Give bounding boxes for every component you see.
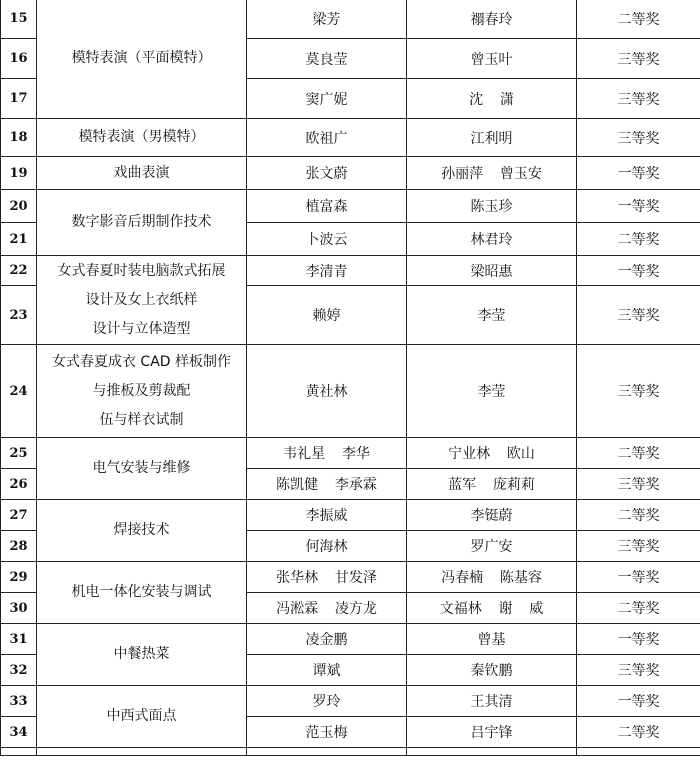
row-number [1,748,37,756]
person-name: 潇 [499,91,514,108]
award-level: 二等奖 [577,223,700,256]
person-name: 李莹 [477,384,506,400]
event-name [37,624,247,686]
person-name: 谭斌 [312,663,341,679]
instructors-cell [407,190,577,223]
instructors-cell [407,39,577,79]
table-row [1,500,700,531]
award-level: 三等奖 [577,345,700,438]
row-number: 31 [1,624,37,655]
event-name-line: 模特表演（平面模特） [71,50,212,66]
event-name [37,190,247,256]
award-level: 一等奖 [577,157,700,190]
instructors-cell [407,469,577,500]
person-name: 孙丽萍 [441,166,484,182]
person-name: 江利明 [470,130,513,147]
award-level: 三等奖 [577,79,700,119]
awards-table-body [1,0,700,756]
event-name [37,0,247,119]
person-name: 文福林 [439,601,482,617]
award-level: 二等奖 [577,0,700,39]
instructors-cell [407,157,577,190]
instructors-cell [407,256,577,286]
event-name [37,562,247,624]
instructors-cell [407,562,577,593]
table-row [1,157,700,190]
row-number: 27 [1,500,37,531]
table-row [1,256,700,286]
person-name: 陈凯健 [276,477,319,493]
participants-cell [247,655,407,686]
participants-cell [247,748,407,756]
row-number: 22 [1,256,37,286]
row-number: 19 [1,157,37,190]
instructors-cell [407,748,577,756]
event-name [37,256,247,345]
person-name: 禤春玲 [470,11,513,28]
table-row [1,119,700,157]
participants-cell [247,119,407,157]
person-name: 欧祖广 [305,130,348,147]
participants-cell [247,223,407,256]
event-name-line: 女式春夏时装电脑款式拓展 [57,262,226,279]
person-name: 植富森 [305,199,348,215]
person-name: 李华 [341,446,370,462]
event-name-line: 女式春夏成衣 CAD 样板制作 [51,353,232,370]
person-name: 李振威 [305,508,348,524]
event-name [37,345,247,438]
table-row [1,190,700,223]
table-row [1,686,700,717]
person-name: 冯淞霖 [276,601,319,617]
table-row [1,562,700,593]
event-name [37,686,247,748]
award-level: 一等奖 [577,686,700,717]
person-name: 梁昭惠 [470,263,513,280]
award-level: 二等奖 [577,500,700,531]
award-level: 三等奖 [577,39,700,79]
instructors-cell [407,0,577,39]
person-name: 何海林 [305,539,348,555]
person-name: 黄社林 [305,384,348,400]
participants-cell [247,624,407,655]
row-number: 34 [1,717,37,748]
participants-cell [247,345,407,438]
person-name: 罗广安 [470,539,513,555]
instructors-cell [407,655,577,686]
person-name: 曾基 [477,632,506,648]
row-number: 30 [1,593,37,624]
person-name: 陈基容 [499,570,542,586]
person-name: 王其清 [470,694,513,710]
event-name-line: 设计与立体造型 [92,320,191,337]
event-name-line: 戏曲表演 [113,164,170,181]
participants-cell [247,469,407,500]
person-name: 林君玲 [470,232,513,248]
person-name: 梁芳 [312,11,341,28]
event-name [37,500,247,562]
person-name: 欧山 [506,446,535,462]
award-level: 一等奖 [577,190,700,223]
instructors-cell [407,531,577,562]
row-number: 21 [1,223,37,256]
person-name: 谢 [498,601,513,617]
person-name: 秦钦鹏 [470,663,513,679]
person-name: 张文蔚 [305,166,348,182]
award-level: 一等奖 [577,624,700,655]
person-name: 张华林 [276,570,319,586]
person-name: 沈 [469,91,484,108]
row-number: 16 [1,39,37,79]
person-name: 韦礼星 [283,446,326,462]
table-row [1,345,700,438]
event-name-line: 电气安装与维修 [92,460,191,476]
person-name: 庞莉莉 [492,477,535,493]
participants-cell [247,0,407,39]
event-name-line: 机电一体化安装与调试 [71,584,212,600]
row-number: 23 [1,286,37,345]
person-name: 李承霖 [334,477,377,493]
event-name [37,157,247,190]
award-level: 二等奖 [577,717,700,748]
participants-cell [247,438,407,469]
instructors-cell [407,624,577,655]
row-number: 15 [1,0,37,39]
participants-cell [247,500,407,531]
event-name-line: 与推板及剪裁配 [92,382,191,399]
row-number: 32 [1,655,37,686]
person-name: 赖婷 [312,308,341,324]
award-level [577,748,700,756]
instructors-cell [407,345,577,438]
person-name: 陈玉珍 [470,199,513,215]
participants-cell [247,531,407,562]
person-name: 李莹 [477,308,506,324]
event-name-line: 中餐热菜 [113,646,170,662]
participants-cell [247,717,407,748]
table-row [1,0,700,39]
award-level: 三等奖 [577,469,700,500]
table-row [1,624,700,655]
event-name [37,748,247,756]
participants-cell [247,593,407,624]
person-name: 李清青 [305,263,348,280]
award-level: 三等奖 [577,531,700,562]
event-name-line: 中西式面点 [106,708,177,724]
person-name: 范玉梅 [305,725,348,741]
person-name: 吕宇锋 [470,725,513,741]
participants-cell [247,686,407,717]
participants-cell [247,157,407,190]
award-level: 三等奖 [577,286,700,345]
person-name: 窦广妮 [305,91,348,108]
row-number: 29 [1,562,37,593]
instructors-cell [407,223,577,256]
award-level: 一等奖 [577,256,700,286]
participants-cell [247,256,407,286]
table-row [1,748,700,756]
instructors-cell [407,717,577,748]
participants-cell [247,286,407,345]
event-name-line: 设计及女上衣纸样 [85,291,198,308]
person-name: 罗玲 [312,694,341,710]
person-name: 李铤蔚 [470,508,513,524]
person-name: 甘发泽 [334,570,377,586]
award-level: 三等奖 [577,119,700,157]
award-level: 三等奖 [577,655,700,686]
award-level: 一等奖 [577,562,700,593]
instructors-cell [407,119,577,157]
event-name-line: 伍与样衣试制 [99,411,184,428]
person-name: 威 [529,601,544,617]
participants-cell [247,79,407,119]
person-name: 蓝军 [448,477,477,493]
row-number: 18 [1,119,37,157]
table-row [1,438,700,469]
row-number: 20 [1,190,37,223]
instructors-cell [407,438,577,469]
row-number: 26 [1,469,37,500]
event-name [37,438,247,500]
person-name: 凌金鹏 [305,632,348,648]
instructors-cell [407,286,577,345]
row-number: 33 [1,686,37,717]
participants-cell [247,190,407,223]
participants-cell [247,39,407,79]
instructors-cell [407,593,577,624]
award-level: 二等奖 [577,438,700,469]
person-name: 宁业林 [448,446,491,462]
row-number: 24 [1,345,37,438]
person-name: 曾玉安 [499,166,542,182]
instructors-cell [407,686,577,717]
person-name: 凌方龙 [334,601,377,617]
person-name: 卜波云 [305,232,348,248]
instructors-cell [407,500,577,531]
row-number: 17 [1,79,37,119]
row-number: 28 [1,531,37,562]
instructors-cell [407,79,577,119]
person-name: 莫良莹 [305,51,348,68]
person-name: 曾玉叶 [470,51,513,68]
event-name-line: 焊接技术 [113,522,170,538]
event-name-line: 数字影音后期制作技术 [71,214,212,230]
award-level: 二等奖 [577,593,700,624]
person-name: 冯春楠 [441,570,484,586]
row-number: 25 [1,438,37,469]
event-name-line: 模特表演（男模特） [78,129,205,145]
participants-cell [247,562,407,593]
event-name [37,119,247,157]
